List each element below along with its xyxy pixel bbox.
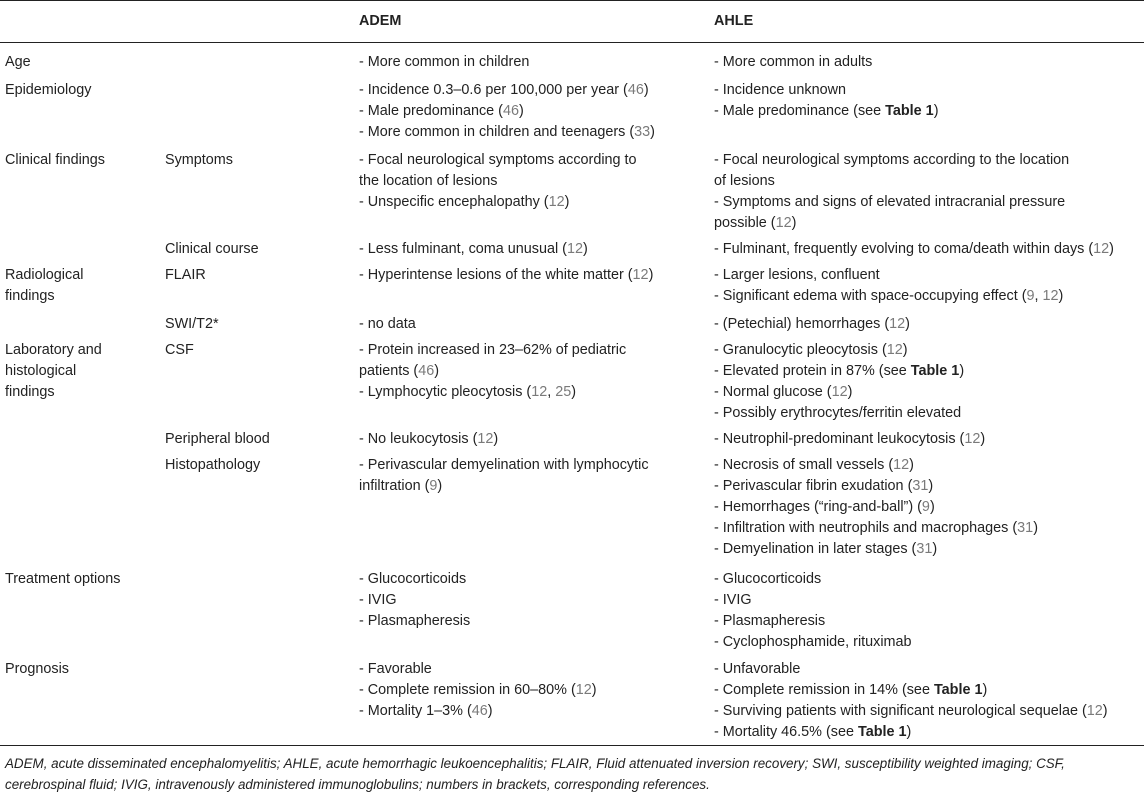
ahle-line [714, 455, 1144, 476]
ahle-line [714, 680, 1144, 701]
subcategory-cell: Symptoms [165, 152, 233, 168]
ahle-line [714, 286, 1144, 307]
reference-number[interactable]: 12 [477, 431, 494, 447]
subcategory-cell [165, 80, 359, 150]
cell-text: - Protein increased in 23–62% of pediatric [359, 342, 627, 358]
cell-text: - Lymphocytic pleocytosis ( [359, 384, 532, 400]
cell-text: - Mortality 46.5% (see [714, 724, 858, 740]
cell-text: - (Petechial) hemorrhages ( [714, 316, 890, 332]
ahle-cell [714, 239, 1144, 265]
category-cell [0, 455, 165, 569]
cell-text: - More common in children [359, 54, 530, 70]
reference-number[interactable]: 46 [471, 703, 488, 719]
category-line [5, 265, 165, 286]
category-cell: Epidemiology [5, 82, 92, 98]
cell-text: - No leukocytosis ( [359, 431, 478, 447]
adem-line [359, 239, 714, 260]
ahle-cell [714, 340, 1144, 429]
cell-text: - Surviving patients with significant neurological sequelae ( [714, 703, 1087, 719]
ahle-line [714, 192, 1144, 213]
cell-text: - Complete remission in 60–80% ( [359, 682, 576, 698]
ahle-line [714, 171, 1144, 192]
cell-text: - Necrosis of small vessels ( [714, 457, 894, 473]
ahle-line [714, 340, 1144, 361]
cell-text: ) [909, 457, 914, 473]
ahle-line [714, 518, 1144, 539]
adem-line [359, 382, 714, 403]
cell-text: - Complete remission in 14% (see [714, 682, 934, 698]
table-row [0, 659, 1144, 743]
subcategory-cell: CSF [165, 342, 194, 358]
adem-line [359, 101, 714, 122]
cell-text: - Infiltration with neutrophils and macrophages ( [714, 520, 1018, 536]
ahle-line [714, 213, 1144, 234]
table-row [0, 569, 1144, 659]
ahle-line [714, 569, 1144, 590]
ahle-line [714, 590, 1144, 611]
cell-text: - Hyperintense lesions of the white matter ( [359, 267, 633, 283]
cell-text: - Male predominance ( [359, 103, 503, 119]
adem-line [359, 569, 714, 590]
ahle-line [714, 611, 1144, 632]
adem-cell [359, 265, 714, 314]
adem-line [359, 361, 714, 382]
header-adem: ADEM [359, 12, 402, 29]
category-line [5, 382, 165, 403]
adem-line [359, 265, 714, 286]
cell-text: ) [932, 541, 938, 557]
cell-text: - Symptoms and signs of elevated intracranial pressure [714, 194, 1066, 210]
reference-number[interactable]: 12 [632, 267, 649, 283]
table-row [0, 455, 1144, 569]
ahle-line [714, 382, 1144, 403]
ahle-line [714, 539, 1144, 560]
category-line [5, 286, 165, 307]
adem-line [359, 455, 714, 476]
table-row [0, 314, 1144, 340]
table-row [0, 265, 1144, 314]
reference-number[interactable]: 12 [1086, 703, 1103, 719]
adem-line [359, 122, 714, 143]
cell-text: - Incidence unknown [714, 82, 846, 98]
category-cell [0, 340, 165, 429]
cell-text: Laboratory and [5, 342, 102, 358]
ahle-cell [714, 455, 1144, 569]
reference-number[interactable]: 46 [418, 363, 435, 379]
category-cell: Prognosis [5, 661, 69, 677]
cell-text: ) [1058, 288, 1064, 304]
spacer-row [0, 42, 1144, 52]
ahle-line [714, 361, 1144, 382]
cell-text: ) [591, 682, 597, 698]
ahle-line [714, 52, 1144, 73]
cell-text: - Focal neurological symptoms according to the location [714, 152, 1070, 168]
cell-text: infiltration ( [359, 478, 430, 494]
subcategory-cell [165, 569, 359, 659]
adem-cell [359, 239, 714, 265]
cell-text: - no data [359, 316, 416, 332]
ahle-cell [714, 659, 1144, 743]
reference-number[interactable]: 9 [921, 499, 930, 515]
ahle-line [714, 476, 1144, 497]
adem-cell [359, 150, 714, 239]
category-cell [0, 239, 165, 265]
reference-number[interactable]: 31 [916, 541, 933, 557]
cell-text: histological [5, 363, 77, 379]
adem-line [359, 314, 714, 335]
reference-number[interactable]: 12 [964, 431, 981, 447]
cell-text: - Significant edema with space-occupying effect ( [714, 288, 1027, 304]
table-reference[interactable]: Table 1 [910, 363, 960, 379]
adem-line [359, 590, 714, 611]
reference-number[interactable]: 12 [889, 316, 906, 332]
cell-text: ) [519, 103, 524, 119]
reference-number[interactable]: 46 [502, 103, 519, 119]
cell-text: , [1034, 288, 1043, 304]
table-footnote: ADEM, acute disseminated encephalomyelitis; AHLE, acute hemorrhagic leukoencephalitis; FLAIR, Fluid attenuated inversion recovery; SWI, susceptibility weighted imaging; CSF, cerebrospinal fluid; IVIG, intravenously administered immunoglobulins; numbers in brackets, corresponding references. [5, 756, 1065, 792]
cell-text: ) [437, 478, 443, 494]
reference-number[interactable]: 9 [1026, 288, 1035, 304]
ahle-cell [714, 569, 1144, 659]
cell-text: ) [650, 124, 655, 140]
cell-text: ) [648, 267, 654, 283]
subcategory-cell [165, 659, 359, 743]
reference-number[interactable]: 9 [429, 478, 438, 494]
cell-text: - IVIG [359, 592, 397, 608]
cell-text: - More common in adults [714, 54, 873, 70]
cell-text: - Elevated protein in 87% (see [714, 363, 911, 379]
table-row [0, 80, 1144, 150]
ahle-line [714, 239, 1144, 260]
ahle-line [714, 701, 1144, 722]
reference-number[interactable]: 25 [555, 384, 572, 400]
category-cell: Age [5, 54, 31, 70]
cell-text: ) [982, 682, 988, 698]
cell-text: - Favorable [359, 661, 432, 677]
adem-line [359, 429, 714, 450]
cell-text: the location of lesions [359, 173, 498, 189]
adem-cell [359, 429, 714, 455]
category-cell [0, 429, 165, 455]
reference-number[interactable]: 31 [912, 478, 929, 494]
reference-number[interactable]: 12 [893, 457, 910, 473]
subcategory-cell: Peripheral blood [165, 431, 270, 447]
subcategory-cell: SWI/T2* [165, 316, 219, 332]
cell-text: - Glucocorticoids [714, 571, 822, 587]
ahle-cell [714, 314, 1144, 340]
ahle-line [714, 150, 1144, 171]
cell-text: ) [902, 342, 908, 358]
cell-text: ) [564, 194, 570, 210]
category-line [5, 340, 165, 361]
subcategory-cell: FLAIR [165, 267, 206, 283]
cell-text: - More common in children and teenagers ( [359, 124, 635, 140]
cell-text: ) [493, 431, 499, 447]
cell-text: - Incidence 0.3–0.6 per 100,000 per year ( [359, 82, 628, 98]
cell-text: ) [643, 82, 649, 98]
adem-cell [359, 659, 714, 743]
adem-cell [359, 80, 714, 150]
ahle-line [714, 632, 1144, 653]
cell-text: - Fulminant, frequently evolving to coma/death within days ( [714, 241, 1094, 257]
reference-number[interactable]: 12 [831, 384, 848, 400]
table-row [0, 340, 1144, 429]
bottom-rule [0, 745, 1144, 746]
adem-line [359, 80, 714, 101]
cell-text: ) [1109, 241, 1114, 257]
cell-text: - Less fulminant, coma unusual ( [359, 241, 567, 257]
cell-text: - Cyclophosphamide, rituximab [714, 634, 912, 650]
ahle-cell [714, 80, 1144, 150]
cell-text: ) [1102, 703, 1108, 719]
cell-text: - Granulocytic pleocytosis ( [714, 342, 887, 358]
adem-cell [359, 455, 714, 569]
cell-text: ) [571, 384, 577, 400]
cell-text: - Neutrophil-predominant leukocytosis ( [714, 431, 965, 447]
adem-line [359, 192, 714, 213]
reference-number[interactable]: 12 [775, 215, 792, 231]
cell-text: - Unfavorable [714, 661, 801, 677]
cell-text: findings [5, 384, 55, 400]
table-row [0, 239, 1144, 265]
cell-text: - Plasmapheresis [714, 613, 826, 629]
reference-number[interactable]: 12 [566, 241, 583, 257]
cell-text: patients ( [359, 363, 419, 379]
ahle-line [714, 497, 1144, 518]
cell-text: ) [906, 724, 912, 740]
adem-line [359, 680, 714, 701]
cell-text: - Unspecific encephalopathy ( [359, 194, 549, 210]
cell-text: - Mortality 1–3% ( [359, 703, 472, 719]
cell-text: - Perivascular demyelination with lymphocytic [359, 457, 649, 473]
cell-text: - Possibly erythrocytes/ferritin elevated [714, 405, 962, 421]
cell-text: ) [1033, 520, 1038, 536]
category-cell [0, 265, 165, 314]
category-line [5, 361, 165, 382]
adem-cell [359, 314, 714, 340]
cell-text: ) [905, 316, 910, 332]
ahle-cell [714, 52, 1144, 80]
ahle-line [714, 265, 1144, 286]
cell-text: possible ( [714, 215, 776, 231]
ahle-line [714, 80, 1144, 101]
cell-text: - Hemorrhages (“ring-and-ball”) ( [714, 499, 922, 515]
reference-number[interactable]: 12 [575, 682, 592, 698]
ahle-line [714, 429, 1144, 450]
adem-line [359, 701, 714, 722]
reference-number[interactable]: 12 [1093, 241, 1110, 257]
adem-line [359, 52, 714, 73]
cell-text: of lesions [714, 173, 775, 189]
cell-text: ) [959, 363, 965, 379]
adem-cell [359, 340, 714, 429]
cell-text: ) [434, 363, 440, 379]
header-category [0, 0, 165, 42]
reference-number[interactable]: 12 [531, 384, 548, 400]
ahle-line [714, 659, 1144, 680]
subcategory-cell: Histopathology [165, 457, 261, 473]
adem-line [359, 611, 714, 632]
cell-text: - Male predominance (see [714, 103, 886, 119]
cell-text: ) [582, 241, 588, 257]
cell-text: findings [5, 288, 55, 304]
cell-text: ) [487, 703, 493, 719]
ahle-line [714, 101, 1144, 122]
ahle-cell [714, 265, 1144, 314]
header-ahle: AHLE [714, 12, 754, 29]
ahle-line [714, 722, 1144, 743]
reference-number[interactable]: 46 [627, 82, 644, 98]
table-row [0, 429, 1144, 455]
reference-number[interactable]: 12 [886, 342, 903, 358]
spacer-cell [0, 42, 1144, 52]
cell-text: ) [791, 215, 797, 231]
category-cell: Clinical findings [5, 152, 105, 168]
table-row [0, 150, 1144, 239]
adem-line [359, 171, 714, 192]
adem-line [359, 476, 714, 497]
adem-line [359, 340, 714, 361]
ahle-cell [714, 429, 1144, 455]
table-reference[interactable]: Table 1 [857, 724, 907, 740]
subcategory-cell: Clinical course [165, 241, 259, 257]
reference-number[interactable]: 12 [1042, 288, 1059, 304]
cell-text: ) [980, 431, 986, 447]
cell-text: ) [847, 384, 853, 400]
cell-text: ) [933, 103, 939, 119]
reference-number[interactable]: 31 [1017, 520, 1034, 536]
header-row [0, 0, 1144, 42]
category-cell: Treatment options [5, 571, 121, 587]
table-row [0, 52, 1144, 80]
adem-cell [359, 569, 714, 659]
table-reference[interactable]: Table 1 [885, 103, 934, 119]
ahle-line [714, 403, 1144, 424]
cell-text: - Glucocorticoids [359, 571, 467, 587]
cell-text: ) [928, 478, 934, 494]
subcategory-cell [165, 52, 359, 80]
ahle-line [714, 314, 1144, 335]
cell-text: - Larger lesions, confluent [714, 267, 880, 283]
reference-number[interactable]: 33 [634, 124, 651, 140]
cell-text: - Normal glucose ( [714, 384, 832, 400]
reference-number[interactable]: 12 [548, 194, 565, 210]
cell-text: Radiological [5, 267, 84, 283]
header-subcategory [165, 0, 359, 42]
cell-text: , [547, 384, 556, 400]
cell-text: - IVIG [714, 592, 752, 608]
cell-text: - Focal neurological symptoms according to [359, 152, 637, 168]
table-reference[interactable]: Table 1 [933, 682, 983, 698]
cell-text: - Perivascular fibrin exudation ( [714, 478, 913, 494]
adem-line [359, 150, 714, 171]
cell-text: ) [929, 499, 935, 515]
category-cell [0, 314, 165, 340]
adem-cell [359, 52, 714, 80]
ahle-cell [714, 150, 1144, 239]
cell-text: - Plasmapheresis [359, 613, 471, 629]
adem-line [359, 659, 714, 680]
cell-text: - Demyelination in later stages ( [714, 541, 917, 557]
